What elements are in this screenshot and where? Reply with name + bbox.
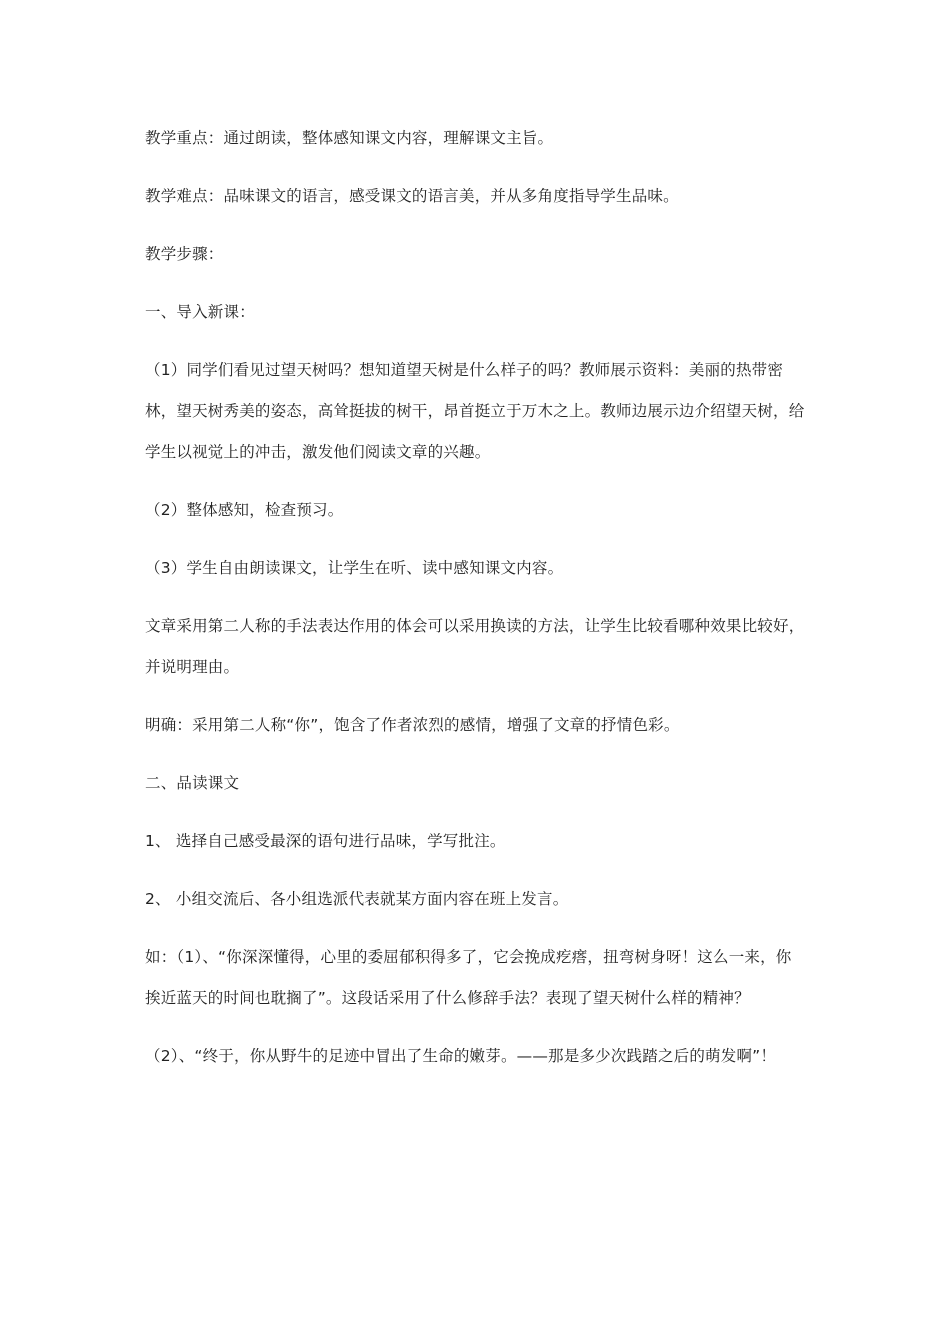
example-1-paragraph: 如：（1）、“你深深懂得，心里的委屈郁积得多了，它会挽成疙瘩，扭弯树身呀！这么一来，你挨近蓝天的时间也耽搁了”。这段话采用了什么修辞手法？表现了望天树什么样的精神？ [145,948,792,1007]
clarification-paragraph: 明确：采用第二人称“你”，饱含了作者浓烈的感情，增强了文章的抒情色彩。 [145,716,680,734]
reading-item-2: 2、 小组交流后、各小组选派代表就某方面内容在班上发言。 [145,890,569,908]
teaching-difficulty: 教学难点：品味课文的语言，感受课文的语言美，并从多角度指导学生品味。 [145,187,679,205]
reading-item-1: 1、 选择自己感受最深的语句进行品味，学写批注。 [145,832,506,850]
step-1-paragraph: （1）同学们看见过望天树吗？想知道望天树是什么样子的吗？教师展示资料：美丽的热带密林，望天树秀美的姿态，高耸挺拔的树干，昂首挺立于万木之上。教师边展示边介绍望天树，给学生以视觉上的冲击，激发他们阅读文章的兴趣。 [145,361,805,461]
document-body [145,118,805,1077]
step-3-paragraph: （3）学生自由朗读课文，让学生在听、读中感知课文内容。 [145,559,564,577]
section-heading-reading: 二、品读课文 [145,774,240,792]
teaching-focus: 教学重点：通过朗读，整体感知课文内容，理解课文主旨。 [145,129,554,147]
section-heading-intro: 一、导入新课： [145,303,255,321]
teaching-steps-heading: 教学步骤： [145,245,224,263]
second-person-paragraph: 文章采用第二人称的手法表达作用的体会可以采用换读的方法，让学生比较看哪种效果比较好，并说明理由。 [145,617,805,676]
example-2-paragraph: （2）、“终于，你从野牛的足迹中冒出了生命的嫩芽。——那是多少次践踏之后的萌发啊”！ [145,1047,777,1065]
step-2-paragraph: （2）整体感知，检查预习。 [145,501,344,519]
